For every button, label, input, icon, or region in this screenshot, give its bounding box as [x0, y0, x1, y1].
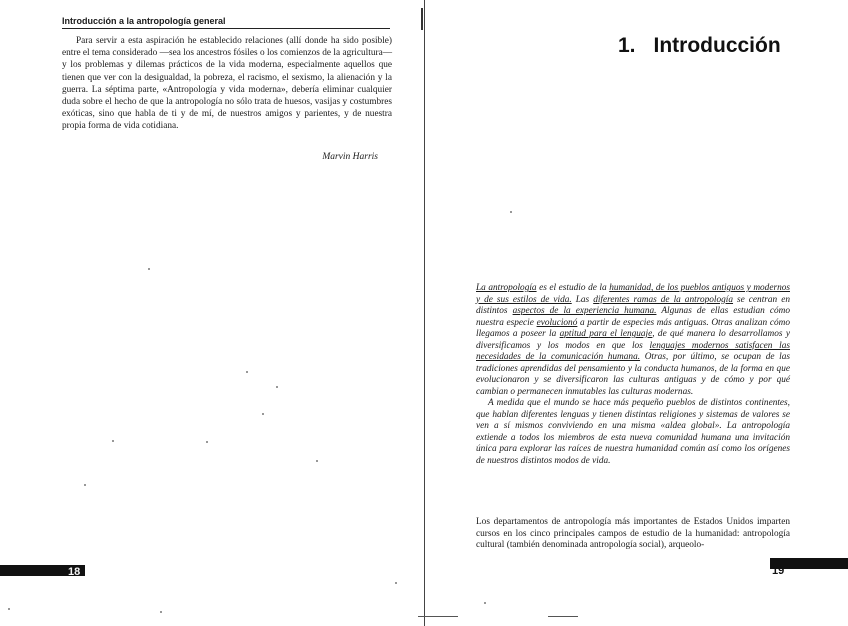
scan-speck — [316, 460, 318, 462]
page-number-left-bar — [0, 565, 85, 576]
underlined-phrase: aptitud para el lenguaje — [559, 329, 653, 339]
underlined-phrase: evolucionó — [536, 317, 578, 328]
underlined-phrase: La antropología — [476, 283, 537, 293]
underlined-phrase: aspectos de la experiencia humana. — [512, 306, 657, 316]
running-head: Introducción a la antropología general — [62, 16, 390, 29]
abstract-text: Otras, por último, se ocupan de las tradiciones aprendidas del pensamiento y la conducta humanos, de la forma en que evolucionaron y se diversificaron las culturas antiguas y de cómo y por qué cambian o permanecen inmutables las culturas modernas. — [476, 352, 790, 397]
page-number-right-bar — [770, 558, 848, 577]
scan-speck — [148, 268, 150, 270]
scan-speck — [510, 211, 512, 213]
abstract-text: es el estudio de la — [536, 283, 610, 293]
abstract-text: , de qué manera lo desarrollamos y diversificamos y los modos en que los — [476, 329, 790, 351]
intro-paragraph: Para servir a esta aspiración he establecido relaciones (allí donde ha sido posible) entre el tema considerado —sea los ancestros fósiles o los comienzos de la agricultura— y los problemas y dilemas prácticos de la vida moderna, especialmente aquellos que tienen que ver con la desigualdad, la pobreza, el racismo, el sexismo, la alienación y la guerra. La séptima parte, «Antropología y vida moderna», debería eliminar cualquier duda sobre el hecho de que la antropología no sólo trata de huesos, vasijas y costumbres exóticas, sino que habla de ti y de mí, de nuestros amigos y parientes, y de nuestra propia forma de vida cotidiana. — [62, 36, 392, 132]
scan-speck — [206, 441, 208, 443]
scan-speck — [112, 440, 114, 442]
author-signature: Marvin Harris — [322, 152, 378, 162]
page-number-left: 18 — [68, 566, 81, 578]
scan-speck — [262, 413, 264, 415]
abstract-text: se centran en distintos — [476, 294, 790, 316]
chapter-heading — [618, 34, 781, 58]
underlined-phrase: humanidad, de los pueblos antiguos y modernos y de sus estilos de vida. — [476, 283, 790, 305]
abstract-text: Algunas de ellas estudian cómo nuestra especie — [476, 306, 790, 328]
scan-speck — [160, 611, 162, 613]
chapter-abstract — [476, 283, 790, 467]
gutter-mark — [421, 8, 423, 30]
scan-speck — [8, 608, 10, 610]
abstract-paragraph-1 — [476, 283, 790, 398]
scan-speck — [395, 582, 397, 584]
underlined-phrase: diferentes ramas de la antropología — [593, 294, 734, 305]
abstract-text: Las — [571, 294, 594, 305]
underlined-phrase: lenguajes modernos satisfacen las necesidades de la comunicación humana. — [476, 340, 791, 362]
scan-speck — [84, 484, 86, 486]
abstract-paragraph-2: A medida que el mundo se hace más pequeño pueblos de distintos continentes, que hablan diferentes lenguas y tienen distintas religiones y sistemas de valores se ven a sí mismos conviviendo en una misma «aldea global». La antropología extiende a todos los miembros de esta nueva comunidad humana una invitación única para explorar las raíces de nuestra humanidad común así como los orígenes de nuestros distintos modos de vida. — [476, 398, 790, 466]
chapter-title: Introducción — [653, 34, 781, 57]
page-number-right: 19 — [772, 565, 785, 577]
scan-artifact-line — [548, 616, 578, 617]
scan-artifact-line — [418, 616, 458, 617]
scan-speck — [276, 386, 278, 388]
chapter-number: 1. — [618, 34, 636, 57]
abstract-text: a partir de especies más antiguas. Otras analizan cómo llegamos a poseer la — [476, 317, 790, 339]
scan-speck — [246, 371, 248, 373]
scan-speck — [484, 602, 486, 604]
body-paragraph: Los departamentos de antropología más importantes de Estados Unidos imparten cursos en los cinco principales campos de estudio de la humanidad: antropología cultural (también denominada antropología social), arqueolo- — [476, 517, 790, 551]
